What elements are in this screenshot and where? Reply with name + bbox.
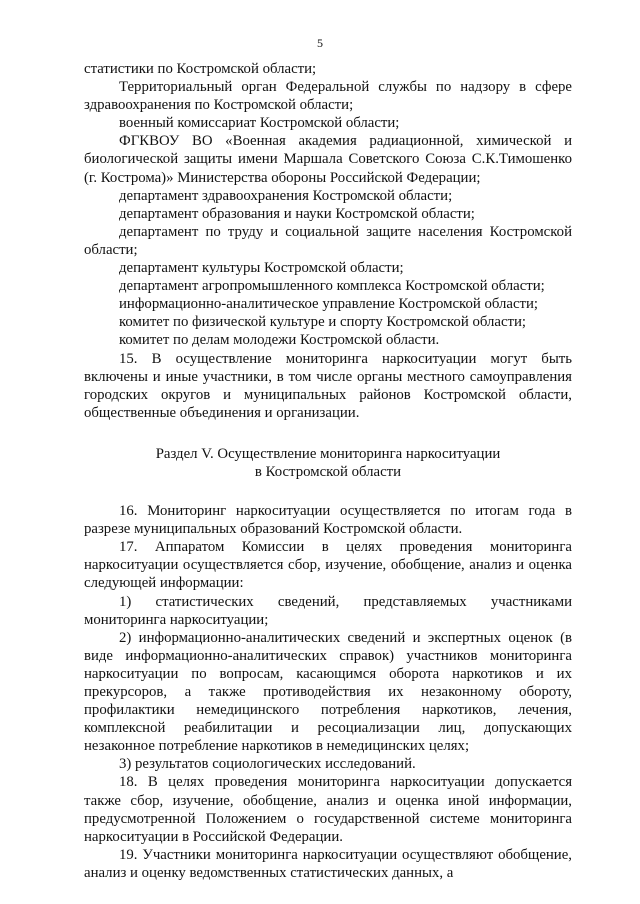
paragraph: 1) статистических сведений, представляемых участниками мониторинга наркоситуации; — [84, 593, 572, 628]
paragraph: 17. Аппаратом Комиссии в целях проведения мониторинга наркоситуации осуществляется сбор, изучение, обобщение, анализ и оценка следующей информации: — [84, 539, 572, 592]
paragraph: статистики по Костромской области; — [84, 61, 317, 77]
page-number: 5 — [317, 36, 323, 50]
section-heading-line: Раздел V. Осуществление мониторинга наркоситуации — [155, 445, 501, 462]
paragraph: 19. Участники мониторинга наркоситуации осуществляют обобщение, анализ и оценку ведомственных статистических данных, а — [84, 846, 572, 881]
paragraph: 18. В целях проведения мониторинга наркоситуации допускается также сбор, изучение, обобщение, анализ и оценка иной информации, предусмотренной Положением о государственной системе мониторинга наркоситуации в Российской Федерации. — [84, 774, 572, 845]
paragraph: департамент агропромышленного комплекса Костромской области; — [119, 278, 545, 295]
section-heading — [84, 445, 572, 481]
paragraph: Территориальный орган Федеральной службы по надзору в сфере здравоохранения по Костромской области; — [84, 79, 572, 114]
paragraph: департамент здравоохранения Костромской области; — [119, 187, 453, 204]
paragraph: департамент культуры Костромской области; — [119, 260, 404, 277]
section-heading-line: в Костромской области — [254, 463, 402, 480]
document-body — [84, 60, 572, 882]
paragraph: комитет по физической культуре и спорту Костромской области; — [119, 314, 527, 331]
paragraph: 15. В осуществление мониторинга наркоситуации могут быть включены и иные участники, в том числе органы местного самоуправления городских округов и муниципальных районов Костромской области, общественные объединения и организации. — [84, 350, 572, 421]
paragraph: комитет по делам молодежи Костромской области. — [119, 332, 440, 349]
paragraph: 2) информационно-аналитических сведений и экспертных оценок (в виде информационно-аналитических справок) участников мониторинга наркоситуации по вопросам, касающимся оборота наркотиков и их прекурсоров, а также противодействия их незаконному обороту, профилактики немедицинского потребления наркотиков, лечения, комплексной реабилитации и ресоциализации лиц, допускающих незаконное потребление наркотиков в немедицинских целях; — [84, 629, 572, 755]
paragraph: информационно-аналитическое управление Костромской области; — [119, 296, 539, 313]
paragraph: 16. Мониторинг наркоситуации осуществляется по итогам года в разрезе муниципальных образований Костромской области. — [84, 503, 572, 538]
paragraph: департамент образования и науки Костромской области; — [119, 205, 475, 222]
paragraph: департамент по труду и социальной защите населения Костромской области; — [84, 223, 572, 258]
paragraph: 3) результатов социологических исследований. — [119, 756, 416, 773]
paragraph: военный комиссариат Костромской области; — [119, 115, 400, 132]
paragraph: ФГКВОУ ВО «Военная академия радиационной, химической и биологической защиты имени Маршала Советского Союза С.К.Тимошенко (г. Кострома)» Министерства обороны Российской Федерации; — [84, 133, 572, 186]
